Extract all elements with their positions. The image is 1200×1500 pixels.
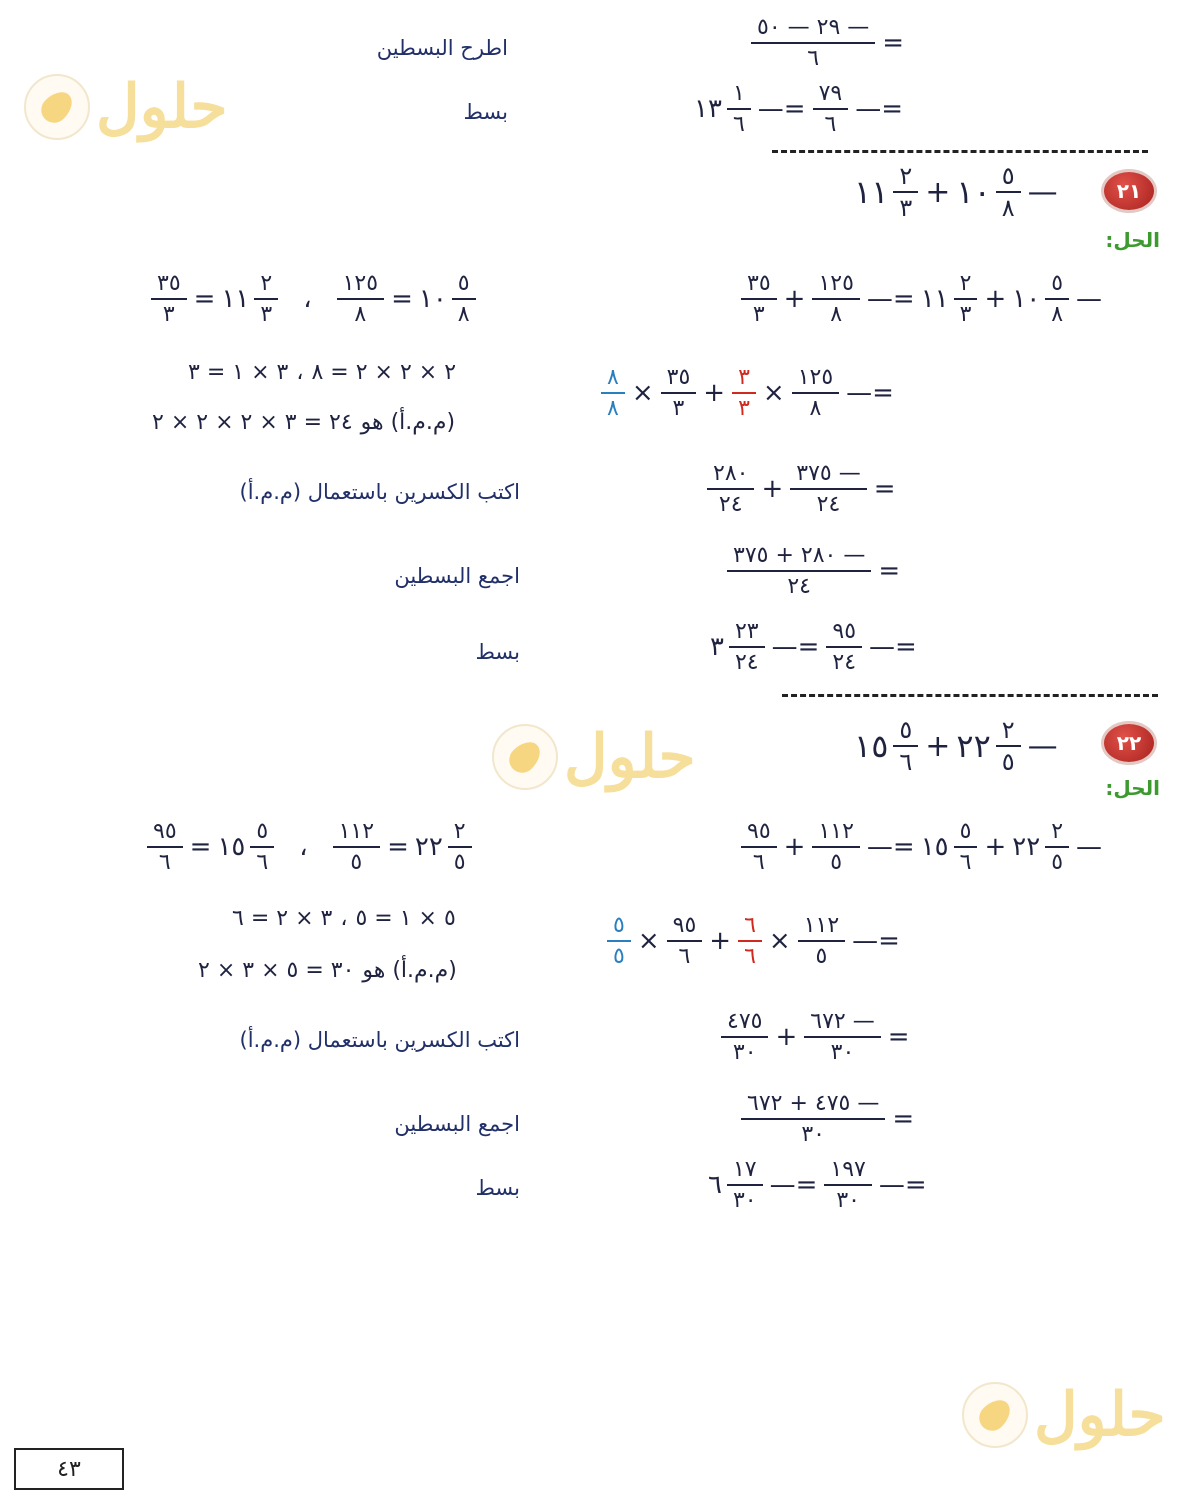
step-add: $\frac{٢٨٠ + ٣٧٥ —}{٢٤}$ = [724, 542, 904, 600]
step-add: $\frac{٤٧٥ + ٦٧٢ —}{٣٠}$ = [738, 1090, 918, 1148]
step-label: بسط [463, 100, 508, 124]
conversion-note: $\frac{٣٥}{٣}$ = ١١ $\frac{٢}{٣}$ ، $\frac{١٢٥}{٨}$ = ١٠ $\frac{٥}{٨}$ [148, 270, 479, 328]
fraction: $\frac{٧٩}{٦}$ [813, 80, 849, 138]
step-label: بسط [475, 640, 520, 664]
logo-icon [492, 724, 558, 790]
step-label: اجمع البسطين [394, 1112, 520, 1136]
solution-heading: الحل: [1105, 776, 1160, 800]
lcm-statement: ٢٤ = ٣ × ٢ × ٢ × ٢ (م.م.أ) هو [152, 410, 456, 435]
divider [782, 694, 1158, 697]
watermark-text: حلول [96, 72, 228, 142]
divider [772, 150, 1148, 153]
problem-number-badge: ٢١ [1104, 172, 1154, 210]
step-multiply: $\frac{٨}{٨}$ × $\frac{٣٥}{٣}$ + $\frac{٣}{٣}$ × $\frac{١٢٥}{٨}$ —= [598, 364, 898, 422]
fraction: $\frac{٢}{٣}$ [893, 162, 918, 222]
problem-21-statement: ١١ $\frac{٢}{٣}$ + ١٠ $\frac{٥}{٨}$ — [854, 162, 1058, 222]
watermark-logo [24, 72, 228, 142]
step-label: بسط [475, 1176, 520, 1200]
logo-icon [962, 1382, 1028, 1448]
step-simplify: ١٣ $\frac{١}{٦}$ —= $\frac{٧٩}{٦}$ —= [694, 81, 903, 137]
fraction: $\frac{٥}{٨}$ [996, 162, 1021, 222]
fraction: $\frac{١}{٦}$ [727, 80, 751, 138]
step-common-denominator: $\frac{٤٧٥}{٣٠}$ + $\frac{٦٧٢ —}{٣٠}$ = [718, 1008, 914, 1066]
step-convert-improper: $\frac{٣٥}{٣}$ + $\frac{١٢٥}{٨}$ —= ١١ $\frac{٢}{٣}$ + ١٠ $\frac{٥}{٨}$ — [738, 270, 1106, 328]
page-number: ٤٣ [14, 1448, 124, 1490]
fraction: $\frac{٢٩ — ٥٠ —}{٦}$ [751, 14, 875, 72]
solution-heading: الحل: [1105, 228, 1160, 252]
problem-number-badge: ٢٢ [1104, 724, 1154, 762]
logo-icon [24, 74, 90, 140]
step-label: اكتب الكسرين باستعمال (م.م.أ) [239, 1028, 520, 1052]
step-label: اكتب الكسرين باستعمال (م.م.أ) [239, 480, 520, 504]
step-label: اطرح البسطين [376, 36, 508, 60]
problem-22-statement: ١٥ $\frac{٥}{٦}$ + ٢٢ $\frac{٢}{٥}$ — [854, 716, 1058, 776]
step-simplify: ٣ $\frac{٢٣}{٢٤}$ —= $\frac{٩٥}{٢٤}$ —= [710, 619, 917, 675]
step-simplify: ٦ $\frac{١٧}{٣٠}$ —= $\frac{١٩٧}{٣٠}$ —= [708, 1157, 927, 1213]
watermark-text: حلول [1034, 1380, 1166, 1450]
factorization: ٣ × ١ = ٣ ، ٢ × ٢ × ٢ = ٨ [188, 360, 457, 385]
step-common-denominator: $\frac{٢٨٠}{٢٤}$ + $\frac{٣٧٥ —}{٢٤}$ = [704, 460, 900, 518]
watermark-text: حلول [564, 722, 696, 792]
step-subtract: $\frac{٢٩ — ٥٠ —}{٦}$ = [748, 14, 908, 72]
lcm-statement: ٣٠ = ٥ × ٣ × ٢ (م.م.أ) هو [198, 958, 457, 983]
step-multiply: $\frac{٥}{٥}$ × $\frac{٩٥}{٦}$ + $\frac{٦}{٦}$ × $\frac{١١٢}{٥}$ —= [604, 912, 904, 970]
factorization: ٣ × ٢ = ٦ ، ٥ × ١ = ٥ [232, 906, 456, 931]
step-convert-improper: $\frac{٩٥}{٦}$ + $\frac{١١٢}{٥}$ —= ١٥ $\frac{٥}{٦}$ + ٢٢ $\frac{٢}{٥}$ — [738, 818, 1106, 876]
step-label: اجمع البسطين [394, 564, 520, 588]
conversion-note: $\frac{٩٥}{٦}$ = ١٥ $\frac{٥}{٦}$ ، $\frac{١١٢}{٥}$ = ٢٢ $\frac{٢}{٥}$ [144, 818, 475, 876]
watermark-logo [962, 1380, 1166, 1450]
watermark-logo [492, 722, 696, 792]
